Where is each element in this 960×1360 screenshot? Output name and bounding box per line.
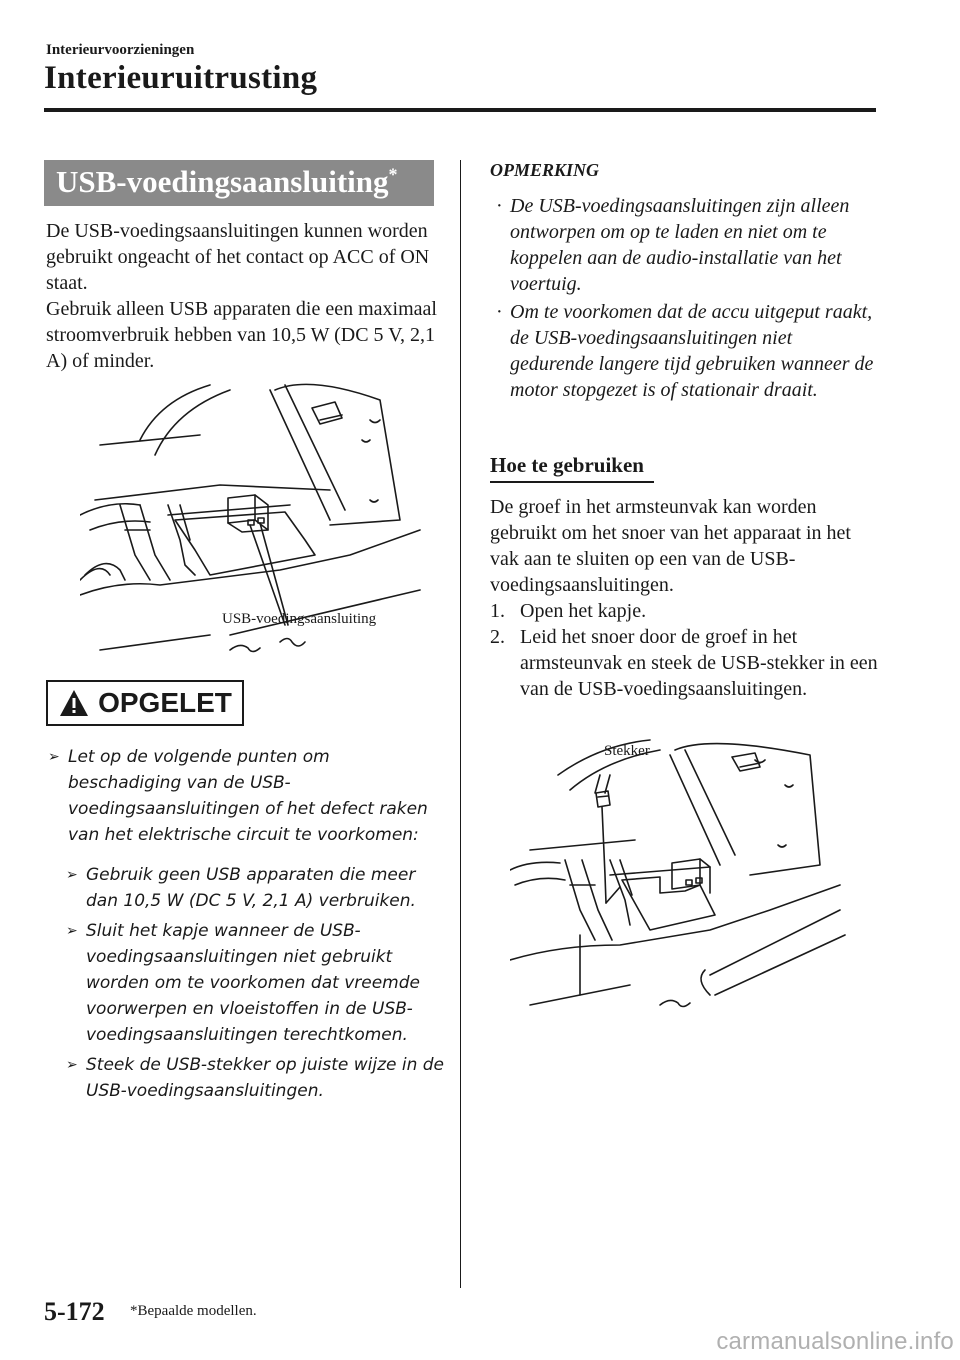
caution-sub-item xyxy=(66,1052,448,1104)
usb-section-heading xyxy=(44,160,434,206)
watermark: carmanualsonline.info xyxy=(716,1328,954,1355)
caution-sub-text: Sluit het kapje wanneer de USB-voedingsaansluitingen niet gebruikt worden om te voorkomen dat vreemde voorwerpen en vloeistoffen in de USB-voedingsaansluitingen terechtkomen. xyxy=(86,921,420,1045)
note-item xyxy=(490,193,880,297)
footnote-mark: * xyxy=(388,164,398,185)
how-to-intro: De groef in het armsteunvak kan worden gebruikt om het snoer van het apparaat in het vak aan te sluiten op een van de USB-voedingsaansluitingen. xyxy=(490,496,851,596)
note-item-text: Om te voorkomen dat de accu uitgeput raakt, de USB-voedingsaansluitingen niet gedurende langere tijd gebruiken wanneer de motor stopgezet is of stationair draait. xyxy=(510,301,874,401)
column-divider xyxy=(460,160,461,1288)
warning-triangle-icon xyxy=(58,688,90,718)
step-text: Leid het snoer door de groef in het armsteunvak en steek de USB-stekker in een van de USB-voedingsaansluitingen. xyxy=(520,626,878,700)
caution-main-text: Let op de volgende punten om beschadiging van de USB-voedingsaansluitingen of het defect raken van het elektrische circuit te voorkomen: xyxy=(68,747,428,845)
bullet-dot-icon: · xyxy=(496,195,503,217)
figure2-callout: Stekker xyxy=(604,743,650,759)
usb-intro xyxy=(46,218,446,374)
caution-sub-item xyxy=(66,918,448,1048)
note-section xyxy=(490,160,880,405)
step-item xyxy=(490,624,880,702)
page-title: Interieuruitrusting xyxy=(44,60,318,96)
caution-title: OPGELET xyxy=(98,687,232,718)
arrow-bullet-icon: ➢ xyxy=(66,923,78,939)
caution-main-item xyxy=(48,744,448,848)
footnote: *Bepaalde modellen. xyxy=(130,1303,257,1319)
caution-sub-text: Gebruik geen USB apparaten die meer dan 10,5 W (DC 5 V, 2,1 A) verbruiken. xyxy=(86,865,416,911)
usb-intro-paragraph-2: Gebruik alleen USB apparaten die een maximaal stroomverbruik hebben van 10,5 W (DC 5 V, 2,1 A) of minder. xyxy=(46,298,437,372)
bullet-dot-icon: · xyxy=(496,301,503,323)
step-item xyxy=(490,598,880,624)
note-title: OPMERKING xyxy=(490,160,600,180)
how-to-underline xyxy=(490,481,654,483)
console-illustration-2 xyxy=(510,735,850,1025)
note-item-text: De USB-voedingsaansluitingen zijn alleen ontworpen om op te laden en niet om te koppelen aan de audio-installatie van het voertuig. xyxy=(510,195,850,295)
section-label: Interieurvoorzieningen xyxy=(46,42,195,58)
how-to-heading: Hoe te gebruiken xyxy=(490,453,644,477)
arrow-bullet-icon: ➢ xyxy=(66,1057,78,1073)
how-to-body xyxy=(490,494,880,702)
caution-sub-text: Steek de USB-stekker op juiste wijze in de USB-voedingsaansluitingen. xyxy=(86,1055,445,1101)
figure1-callout: USB-voedingsaansluiting xyxy=(222,611,377,627)
page-number: 5-172 xyxy=(44,1297,105,1326)
usb-heading-text: USB-voedingsaansluiting xyxy=(56,164,389,199)
caution-list xyxy=(48,744,448,1108)
arrow-bullet-icon: ➢ xyxy=(66,867,78,883)
step-number: 1. xyxy=(490,600,505,622)
usb-intro-paragraph-1: De USB-voedingsaansluitingen kunnen worden gebruikt ongeacht of het contact op ACC of ON staat. xyxy=(46,220,430,294)
title-rule xyxy=(44,108,876,112)
step-number: 2. xyxy=(490,626,505,648)
step-text: Open het kapje. xyxy=(520,600,647,622)
arrow-bullet-icon: ➢ xyxy=(48,749,60,765)
caution-box xyxy=(46,680,244,726)
caution-sub-item xyxy=(66,862,448,914)
note-item xyxy=(490,299,880,403)
